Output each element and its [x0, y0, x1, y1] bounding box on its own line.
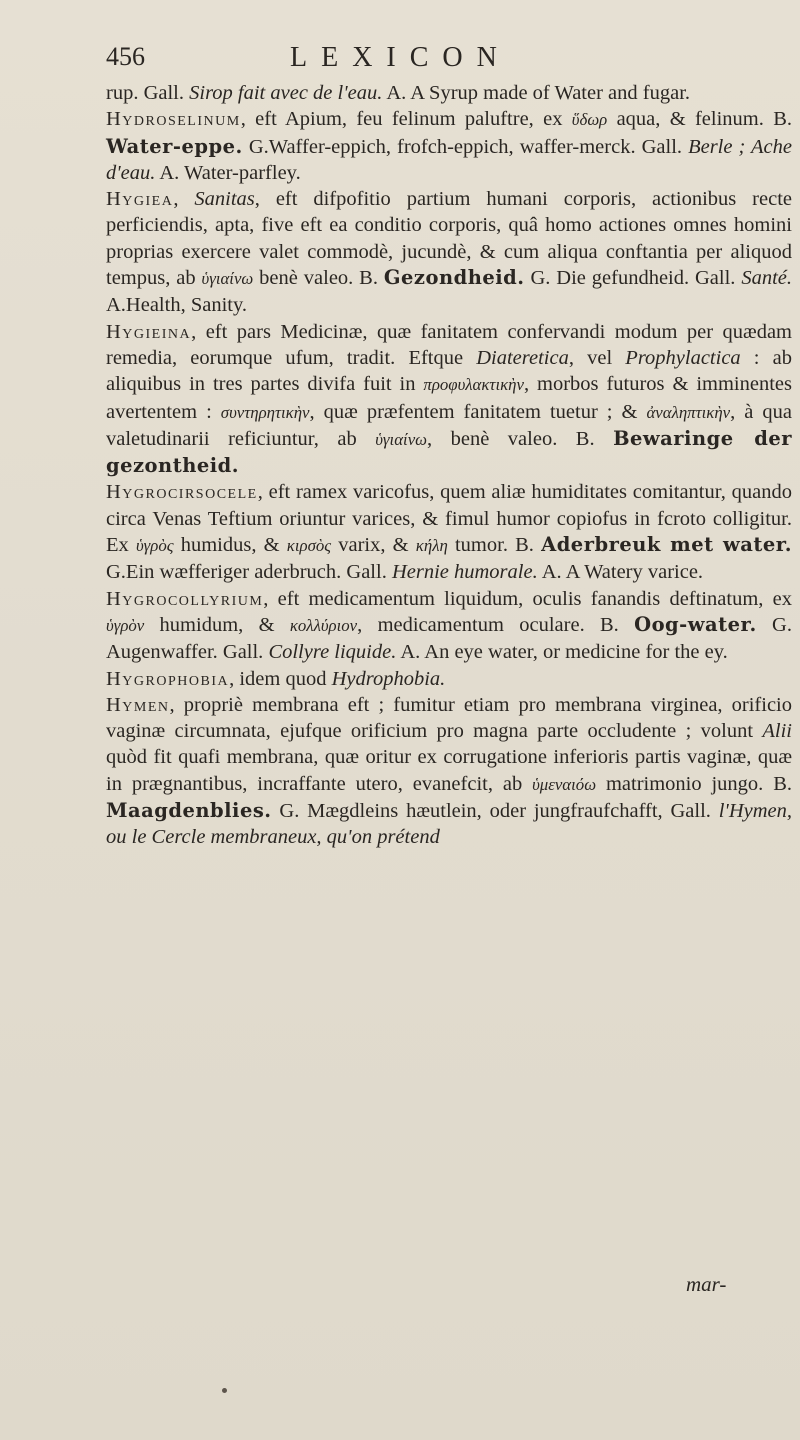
text-run: aqua, & felinum. B.: [607, 108, 792, 131]
blackletter-text: Aderbreuk met water.: [541, 533, 792, 557]
text-run: , medicamentum oculare. B.: [357, 613, 635, 636]
ink-speck: [222, 1388, 227, 1393]
greek-text: ὑγιαίνω: [375, 429, 428, 449]
italic-text: l'Hymen, ou le Cercle membraneux, qu'on prétend: [106, 800, 792, 849]
entry-hydroselinum: [106, 106, 792, 186]
entry-hygrophobia: [106, 666, 792, 692]
headword: Hymen: [106, 693, 170, 716]
greek-text: κιρσὸς: [286, 536, 332, 556]
italic-text: Prophylactica: [625, 346, 741, 369]
text-run: , eft ramex varicofus, quem aliæ humiditates comitantur, quando circa Venas Teftium oriuntur varices, & fimul humor copiofus in fcroto colligitur. Ex: [106, 481, 792, 557]
headword: Hygrocollyrium: [106, 587, 264, 610]
entry-hymen: [106, 692, 792, 851]
italic-text: Hydrophobia.: [331, 667, 446, 690]
entry-hygiea: [106, 186, 792, 318]
page-header: [0, 42, 800, 82]
text-run: , à qua valetudinarii reficiuntur, ab: [106, 400, 792, 450]
headword: Hygrocirsocele: [106, 481, 258, 504]
catchword: mar-: [686, 1272, 727, 1296]
blackletter-text: Gezondheid.: [383, 266, 525, 290]
greek-text: προφυλακτικὴν: [423, 375, 524, 395]
blackletter-text: Water-eppe.: [106, 134, 243, 158]
italic-text: Santé.: [741, 267, 792, 290]
text-run: , eft Apium, feu felinum paluftre, ex: [240, 108, 572, 131]
text-run: A.Health, Sanity.: [106, 294, 248, 317]
page-number: 456: [106, 42, 145, 71]
text-run: quòd fit quafi membrana, quæ oritur ex corrugatione inferioris partis vaginæ, quæ in prægnantibus, incraffante utero, evanefcit, ab: [106, 746, 792, 795]
greek-text: ἀναληπτικὴν: [646, 402, 731, 422]
greek-text: ὑμεναιόω: [532, 774, 597, 794]
greek-text: ὑγιαίνω: [201, 269, 254, 289]
text-run: benè valeo. B.: [253, 267, 384, 290]
text-run: , morbos futuros & imminentes avertentem :: [106, 373, 792, 423]
text-run: matrimonio jungo. B.: [596, 772, 792, 795]
text-run: G. Mægdleins hæutlein, oder jungfraufchafft, Gall.: [271, 800, 719, 823]
greek-text: συντηρητικὴν: [220, 402, 310, 422]
text-run: humidus, &: [173, 534, 287, 557]
text-run: , quæ præfentem fanitatem tuetur ; &: [309, 400, 647, 423]
text-run: varix, &: [331, 534, 416, 557]
blackletter-text: Maagdenblies.: [106, 799, 272, 823]
blackletter-text: Bewaringe der gezontheid.: [106, 426, 792, 478]
headword: Hygiea: [106, 188, 174, 211]
italic-text: Hernie humorale.: [391, 561, 538, 584]
text-run: G.Waffer-eppich, frofch-eppich, waffer-merck. Gall.: [242, 135, 689, 158]
text-run: , propriè membrana eft ; fumitur etiam pro membrana virginea, orificio vaginæ circumnata, ejufque orificium pro magna parte occludente ; volunt: [106, 693, 792, 743]
greek-text: ὑγρὸν: [106, 615, 145, 635]
text-run: ,: [173, 188, 195, 211]
text-run: A. A Syrup made of Water and fugar.: [382, 82, 691, 104]
headword: Hygieina: [106, 320, 192, 343]
headword: Hygrophobia: [106, 667, 230, 690]
text-run: , benè valeo. B.: [427, 427, 614, 450]
running-title: LEXICON: [290, 42, 511, 73]
text-run: : ab aliquibus in tres partes divifa fuit in: [106, 346, 792, 396]
blackletter-text: Oog-water.: [634, 612, 757, 636]
text-run: , eft pars Medicinæ, quæ fanitatem confervandi modum per quædam remedia, eorumque ufum, tradit. Eftque: [106, 320, 792, 369]
text-run: humidum, &: [144, 613, 290, 636]
text-run: G. Augenwaffer. Gall.: [106, 613, 792, 664]
headword: Hydroselinum: [106, 108, 241, 131]
italic-text: Alii: [762, 720, 792, 743]
text-run: rup. Gall.: [106, 82, 190, 104]
italic-text: Berle ; Ache d'eau.: [106, 135, 792, 184]
entry-hygrocollyrium: [106, 586, 792, 666]
dictionary-text: [106, 80, 792, 851]
entry-hygieina: [106, 319, 792, 480]
text-run: , eft difpofitio partium humani corporis, actionibus recte perficiendis, apta, five eft ea conditio corporis, quâ homo actiones omnes homini proprias exercere valet commodè, jucundè, & cum aliqua conftantia per aliquod tempus, ab: [106, 188, 792, 290]
italic-text: Sanitas: [194, 188, 255, 211]
text-run: , idem quod: [229, 667, 332, 690]
entry-hygrocirsocele: [106, 479, 792, 585]
text-run: A. An eye water, or medicine for the ey.: [396, 641, 728, 664]
entry-sirop: [106, 80, 792, 106]
italic-text: Sirop fait avec de l'eau.: [189, 82, 383, 104]
greek-text: ὑγρὸς: [135, 536, 174, 556]
greek-text: κολλύριον: [289, 615, 358, 635]
text-run: G. Die gefundheid. Gall.: [524, 267, 742, 290]
greek-text: ὕδωρ: [571, 110, 608, 130]
text-run: , vel: [568, 346, 626, 369]
text-run: A. A Watery varice.: [537, 561, 704, 584]
text-run: G.Ein wæfferiger aderbruch. Gall.: [106, 561, 392, 584]
greek-text: κήλη: [415, 536, 448, 556]
text-run: tumor. B.: [447, 534, 542, 557]
italic-text: Diateretica: [476, 346, 569, 369]
text-run: , eft medicamentum liquidum, oculis fanandis deftinatum, ex: [263, 587, 792, 610]
italic-text: Collyre liquide.: [268, 641, 397, 664]
text-run: A. Water-parfley.: [155, 161, 301, 184]
